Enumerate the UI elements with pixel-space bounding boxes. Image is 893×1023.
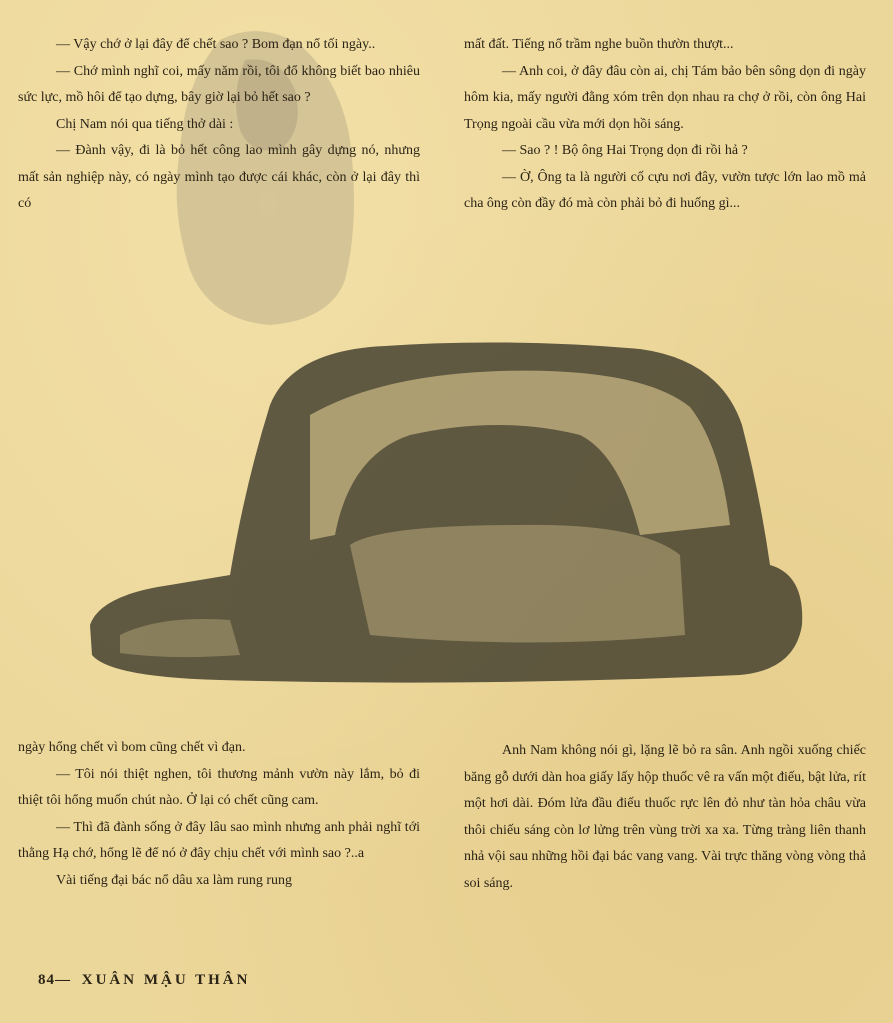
running-title: XUÂN MẬU THÂN bbox=[81, 972, 251, 988]
page-number: 84— bbox=[38, 972, 71, 988]
column-bottom-left bbox=[18, 735, 420, 894]
paragraph: — Ờ, Ông ta là người cố cựu nơi đây, vườn tược lớn lao mồ mả cha ông còn đầy đó mà còn phải bỏ đi huống gì... bbox=[464, 169, 866, 211]
paragraph: Chị Nam nói qua tiếng thở dài : bbox=[56, 116, 234, 132]
paragraph: Anh Nam không nói gì, lặng lẽ bỏ ra sân. Anh ngồi xuống chiếc băng gỗ dưới dàn hoa giấy lấy hộp thuốc vê ra vấn một điếu, bật lửa, rít một hơi dài. Đóm lửa đầu điếu thuốc rực lên đỏ như tàn hỏa châu vừa thôi chiếu sáng còn lơ lửng trên vùng trời xa xa. Từng tràng liên thanh nhả vội sau những hồi đại bác vang vang. Vài trực thăng vòng vòng thả soi sáng. bbox=[464, 743, 866, 891]
paragraph: — Tôi nói thiệt nghen, tôi thương mảnh vườn này lắm, bỏ đi thiệt tôi hổng muốn chút nào. Ở lại có chết cũng cam. bbox=[18, 766, 420, 808]
paragraph: Vài tiếng đại bác nổ dâu xa làm rung rung bbox=[56, 872, 292, 888]
column-top-left bbox=[18, 32, 420, 218]
paragraph: — Thì đã đành sống ở đây lâu sao mình nhưng anh phải nghĩ tới thằng Hạ chớ, hổng lẽ để nó ở đây chịu chết với mình sao ?..a bbox=[18, 819, 420, 861]
paragraph: mất đất. Tiếng nổ trầm nghe buồn thườn thượt... bbox=[464, 37, 734, 52]
column-bottom-right bbox=[464, 738, 866, 897]
paragraph: — Sao ? ! Bộ ông Hai Trọng dọn đi rồi hả ? bbox=[502, 143, 748, 158]
paragraph: — Chớ mình nghĩ coi, mấy năm rồi, tôi đổ không biết bao nhiêu sức lực, mồ hôi để tạo dựng, bây giờ lại bỏ hết sao ? bbox=[18, 63, 420, 105]
paragraph: — Vậy chớ ở lại đây để chết sao ? Bom đạn nổ tối ngày.. bbox=[56, 37, 376, 52]
column-top-right bbox=[464, 32, 866, 218]
paragraph: — Anh coi, ở đây đâu còn ai, chị Tám bảo bên sông dọn đi ngày hôm kia, mấy người đằng xóm trên dọn nhau ra chợ ở rồi, còn ông Hai Trọng ngoài cầu vừa mới dọn hồi sáng. bbox=[464, 63, 866, 132]
page-footer bbox=[38, 972, 250, 989]
paragraph: — Đành vậy, đi là bỏ hết công lao mình gây dựng nó, nhưng mất sản nghiệp này, có ngày mình tạo được cái khác, còn ở lại đây thì có bbox=[18, 143, 420, 211]
paragraph: ngày hổng chết vì bom cũng chết vì đạn. bbox=[18, 740, 246, 755]
woodcut-illustration bbox=[80, 335, 808, 685]
